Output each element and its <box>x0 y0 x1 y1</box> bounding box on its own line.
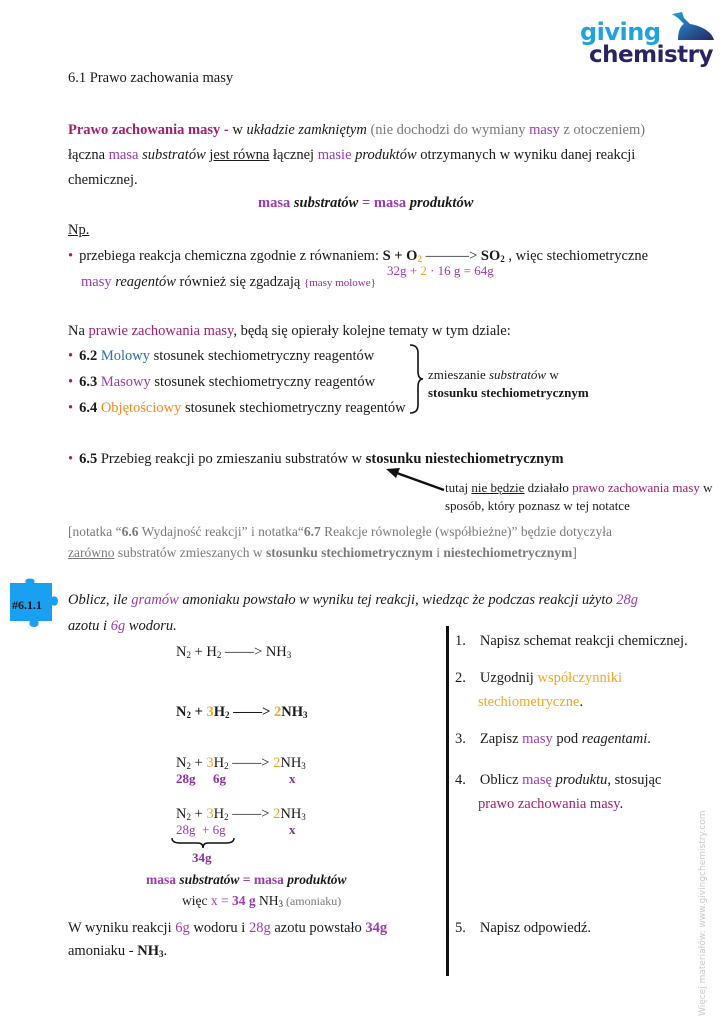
text-span: S + O <box>382 248 418 264</box>
task-question-2 <box>68 618 177 635</box>
text-span: 3 <box>159 949 164 959</box>
equation-unbalanced <box>176 644 291 661</box>
text-span: produktów <box>351 147 417 163</box>
text-span: masie <box>317 147 352 163</box>
task-mass-formula <box>146 872 347 888</box>
text-span: 2 <box>186 710 191 720</box>
example-line-1 <box>68 248 648 265</box>
text-span: w <box>699 480 713 495</box>
text-span: N <box>176 806 187 822</box>
text-span: amoniaku powstało w wyniku tej reakcji, wiedząc że podczas reakcji użyto <box>178 592 617 608</box>
definition-line-3: chemicznej. <box>68 172 138 188</box>
text-span: . <box>647 731 651 747</box>
text-span: [notatka “ <box>68 524 122 539</box>
text-span: + <box>190 704 207 720</box>
text-span: Oblicz, ile <box>68 592 132 608</box>
text-span: pod <box>552 731 582 747</box>
text-span: NH <box>255 893 279 908</box>
text-span: 2 <box>186 812 191 822</box>
equation-balanced <box>176 704 308 721</box>
text-span: produktów <box>406 195 474 211</box>
text-span: Oblicz <box>479 772 523 788</box>
text-span: 28g <box>248 920 271 936</box>
example-label: Np. <box>68 222 90 238</box>
text-span: w <box>228 122 247 138</box>
text-span: N <box>176 755 187 771</box>
definition-line-1 <box>68 122 645 139</box>
text-span: Molowy <box>100 348 150 364</box>
text-span: 34g <box>365 920 388 936</box>
page-title: 6.1 Prawo zachowania masy <box>68 70 234 86</box>
example-masses <box>387 263 494 279</box>
mass-x: x <box>289 771 296 786</box>
giving-chemistry-logo <box>578 10 718 70</box>
mass-formula <box>258 195 473 212</box>
text-span: przebiega reakcja chemiczna zgodnie z równaniem: <box>79 248 383 264</box>
text-span: nie będzie <box>471 480 525 495</box>
step-item <box>455 731 651 748</box>
text-span: 6.2 <box>79 348 98 364</box>
text-span: Objętościowy <box>100 400 182 416</box>
text-span: produktów <box>283 872 347 887</box>
text-span: prawo zachowania masy <box>478 796 620 812</box>
text-span: 6.5 <box>79 451 98 467</box>
text-span: i <box>432 545 444 560</box>
text-span: 2 <box>274 704 282 720</box>
text-span: , więc stechiometryczne <box>504 248 649 264</box>
bracket-note-line-2 <box>68 545 577 561</box>
text-span: , będą się opierały kolejne tematy w tym dziale: <box>233 323 511 339</box>
bracket-note-line-1 <box>68 524 612 540</box>
text-span: 6.4 <box>79 400 98 416</box>
text-span: masa <box>258 195 291 211</box>
text-span: ] <box>572 545 577 560</box>
text-span: substratów zmieszanych w <box>114 545 266 560</box>
text-span: masę <box>522 772 552 788</box>
text-span: (amoniaku) <box>282 894 342 908</box>
text-span: 6.6 <box>121 524 139 539</box>
topic-item <box>68 374 375 391</box>
text-span: 1. <box>455 633 466 649</box>
text-span: . <box>163 943 168 959</box>
text-span: azotu i <box>68 618 111 634</box>
step-item <box>455 772 661 789</box>
task-question-1 <box>68 592 638 609</box>
text-span: 3 <box>286 650 292 660</box>
step-item <box>455 670 622 687</box>
note-line-2: sposób, który poznasz w tej notatce <box>445 498 630 513</box>
text-span: wodoru i <box>189 920 249 936</box>
text-span: ——> <box>228 806 274 822</box>
text-span: ——> <box>228 755 274 771</box>
text-span: amoniaku - <box>68 943 138 959</box>
text-span: 32g + <box>387 263 421 278</box>
text-span: substratów <box>489 367 547 382</box>
text-span: 3 <box>303 710 308 720</box>
mass-sum-terms: 28g + 6g <box>176 822 226 837</box>
text-span: stosunku niestechiometrycznym <box>365 451 564 467</box>
text-span: jest równa <box>209 147 270 163</box>
text-span: 2 <box>225 710 230 720</box>
text-span: prawie zachowania masy <box>88 323 234 339</box>
text-span: = <box>242 872 251 887</box>
text-span: 6g <box>175 920 190 936</box>
task-result <box>182 893 341 909</box>
text-span: zmieszanie <box>428 367 489 382</box>
curly-brace-icon <box>408 343 424 415</box>
task-badge: #6.1.1 <box>12 598 42 612</box>
text-span: współczynniki <box>537 670 623 686</box>
text-span: Zapisz <box>479 731 523 747</box>
text-span: 2 <box>417 254 422 264</box>
text-span: NH <box>281 704 304 720</box>
text-span: reagentami <box>581 731 648 747</box>
text-span: reagentów <box>111 274 176 290</box>
step-item-cont <box>478 796 623 813</box>
text-span: Prawo zachowania masy - <box>68 122 229 138</box>
text-span: ——> NH <box>221 644 287 660</box>
equation-with-masses <box>176 755 306 772</box>
text-span: 2 <box>186 761 191 771</box>
text-span: N <box>176 644 187 660</box>
step-item <box>455 920 591 937</box>
text-span: stosunek stechiometryczny reagentów <box>150 374 376 390</box>
text-span: x = <box>210 893 232 908</box>
text-span: substratów <box>290 195 362 211</box>
text-span: 2 <box>186 650 191 660</box>
text-span: (nie dochodzi do wymiany <box>366 122 530 138</box>
brace-note-2: stosunku stechiometrycznym <box>428 385 589 400</box>
text-span: masy <box>529 122 560 138</box>
text-span: N <box>176 704 187 720</box>
text-span: • <box>68 451 74 467</box>
text-span: łącznej <box>269 147 318 163</box>
step-item <box>455 633 688 650</box>
text-span: 6g <box>110 618 126 634</box>
text-span: . <box>579 694 584 710</box>
text-span: masa <box>108 147 139 163</box>
text-span: działało <box>524 480 573 495</box>
text-span: 3 <box>206 806 214 822</box>
text-span: substratów <box>176 872 243 887</box>
text-span: + <box>190 806 207 822</box>
brace-note-1 <box>428 367 559 383</box>
text-span: układzie zamkniętym <box>246 122 367 138</box>
text-span: Na <box>68 323 89 339</box>
text-span: + H <box>190 644 217 660</box>
steps-divider <box>446 626 449 976</box>
text-span: Reakcje równoległe (współbieżne)” będzie dotyczyła <box>320 524 612 539</box>
text-span: 2. <box>455 670 466 686</box>
text-span: NH <box>137 943 160 959</box>
text-span: H <box>213 755 225 771</box>
text-span: Napisz schemat reakcji chemicznej. <box>479 633 688 649</box>
text-span: masa <box>370 195 407 211</box>
text-span: 2 <box>224 812 229 822</box>
text-span: więc <box>182 893 211 908</box>
text-span: Uzgodnij <box>479 670 538 686</box>
text-span: gramów <box>131 592 179 608</box>
text-span: 6.7 <box>303 524 321 539</box>
text-span: 2 <box>216 650 222 660</box>
text-span: , stosując <box>607 772 662 788</box>
underbrace-icon <box>170 836 236 850</box>
text-span: = <box>361 195 371 211</box>
text-span: wodoru. <box>125 618 177 634</box>
text-span: NH <box>280 755 302 771</box>
text-span: NH <box>280 806 302 822</box>
text-span: {masy molowe} <box>303 277 376 289</box>
text-span: . <box>619 796 624 812</box>
text-span: substratów <box>138 147 206 163</box>
watermark: Więcej materiałów: www.givingchemistry.com <box>698 810 708 1016</box>
text-span: + <box>190 755 207 771</box>
text-span: • <box>68 400 74 416</box>
text-span: chemistry <box>589 42 713 68</box>
mass-n2: 28g <box>176 771 196 786</box>
text-span: · 16 g = 64g <box>426 263 494 278</box>
text-span: azotu powstało <box>270 920 366 936</box>
answer-line-1 <box>68 920 387 937</box>
note-line-1 <box>445 480 713 496</box>
text-span: • <box>68 348 74 364</box>
text-span: masa <box>250 872 284 887</box>
text-span: 2 <box>224 761 229 771</box>
text-span: w <box>546 367 559 382</box>
text-span: 3 <box>206 755 214 771</box>
text-span: tutaj <box>445 480 472 495</box>
arrow-icon <box>384 466 446 492</box>
text-span: 3 <box>301 812 306 822</box>
text-span: giving <box>580 18 661 46</box>
topic-item <box>68 348 374 365</box>
text-span: 3 <box>301 761 306 771</box>
text-span: otrzymanych w wyniku danej reakcji <box>416 147 636 163</box>
mass-x-2: x <box>289 822 296 837</box>
text-span: produktu <box>551 772 608 788</box>
text-span: Przebieg reakcji po zmieszaniu substratów w <box>97 451 366 467</box>
text-span: 2 <box>273 806 281 822</box>
text-span: stechiometryczne <box>478 694 580 710</box>
text-span: niestechiometrycznym <box>443 545 573 560</box>
text-span: SO <box>480 248 501 264</box>
text-span: 5. <box>455 920 466 936</box>
text-span: 34 g <box>231 893 256 908</box>
mass-h2: 6g <box>213 771 226 786</box>
text-span: 28g <box>616 592 639 608</box>
text-span: ——> <box>229 704 275 720</box>
text-span: H <box>213 704 226 720</box>
text-span: łączna <box>68 147 109 163</box>
text-span: zarówno <box>68 545 115 560</box>
text-span: masy <box>522 731 553 747</box>
text-span: ———> <box>421 248 481 264</box>
text-span: prawo zachowania masy <box>572 480 700 495</box>
text-span: stosunek stechiometryczny reagentów <box>181 400 406 416</box>
text-span: H <box>213 806 225 822</box>
text-span: 2 <box>500 254 505 264</box>
text-span: 4. <box>455 772 466 788</box>
answer-line-2 <box>68 943 167 960</box>
definition-line-2 <box>68 147 635 164</box>
topic-item <box>68 400 406 417</box>
text-span: również się zgadzają <box>175 274 304 290</box>
text-span: 3 <box>278 899 283 909</box>
topic-item-6-5 <box>68 451 564 468</box>
equation-sum <box>176 806 306 823</box>
text-span: Wydajność reakcji” i notatka“ <box>138 524 304 539</box>
text-span: W wyniku reakcji <box>68 920 176 936</box>
text-span: stosunku stechiometrycznym <box>265 545 433 560</box>
text-span: • <box>68 374 74 390</box>
text-span: 2 <box>273 755 281 771</box>
text-span: 3 <box>206 704 214 720</box>
text-span: Masowy <box>100 374 151 390</box>
step-item-cont <box>478 694 583 711</box>
mass-sum-total: 34g <box>192 850 212 865</box>
topics-intro <box>68 323 511 340</box>
text-span: masa <box>146 872 176 887</box>
text-span: • <box>68 248 74 264</box>
text-span: stosunek stechiometryczny reagentów <box>149 348 375 364</box>
flask-icon <box>668 10 716 42</box>
text-span: masy <box>81 274 112 290</box>
example-line-2 <box>81 274 376 291</box>
text-span: 3. <box>455 731 466 747</box>
text-span: Napisz odpowiedź. <box>479 920 592 936</box>
text-span: z otoczeniem) <box>559 122 646 138</box>
text-span: 6.3 <box>79 374 98 390</box>
text-span: 2 <box>420 263 427 278</box>
